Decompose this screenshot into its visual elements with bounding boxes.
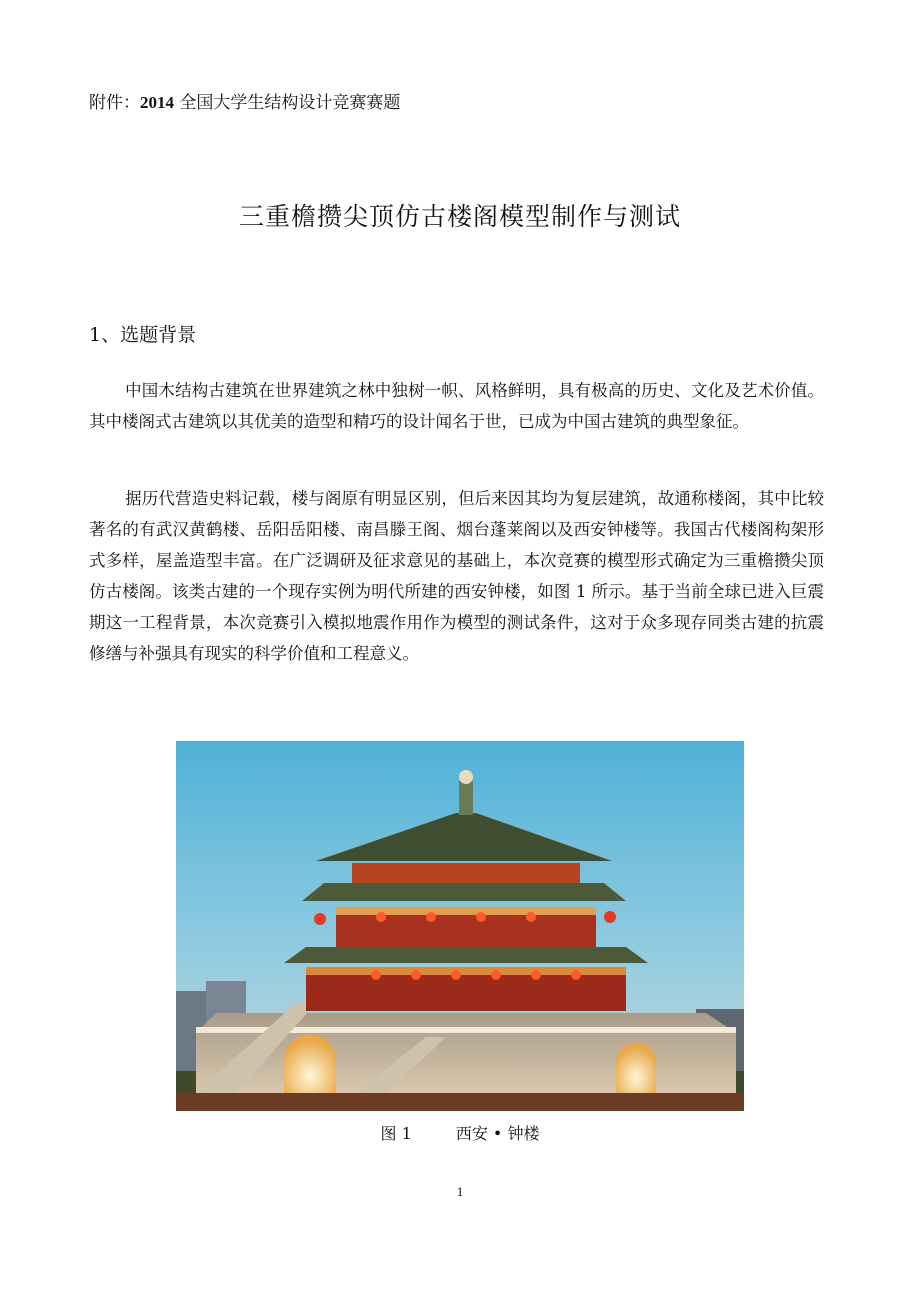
paragraph-2 bbox=[89, 483, 824, 669]
figure-caption-text: 西安 • 钟楼 bbox=[455, 1124, 540, 1143]
paragraph-1 bbox=[89, 375, 824, 437]
attachment-title: 全国大学生结构设计竞赛赛题 bbox=[174, 93, 401, 113]
attachment-year: 2014 bbox=[140, 93, 174, 112]
figure-label: 图 1 bbox=[380, 1124, 412, 1143]
document-title: 三重檐攒尖顶仿古楼阁模型制作与测试 bbox=[238, 202, 681, 231]
paragraph-1-text: 中国木结构古建筑在世界建筑之林中独树一帜、风格鲜明，具有极高的历史、文化及艺术价值。其中楼阁式古建筑以其优美的造型和精巧的设计闻名于世，已成为中国古建筑的典型象征。 bbox=[89, 381, 824, 431]
section-heading: 1、选题背景 bbox=[89, 324, 197, 346]
attachment-prefix: 附件： bbox=[89, 93, 140, 113]
bell-tower-photo bbox=[176, 741, 744, 1111]
figure-caption bbox=[0, 1121, 920, 1144]
paragraph-2-text: 据历代营造史料记载，楼与阁原有明显区别，但后来因其均为复层建筑，故通称楼阁，其中比较著名的有武汉黄鹤楼、岳阳岳阳楼、南昌滕王阁、烟台蓬莱阁以及西安钟楼等。我国古代楼阁构架形式多样，屋盖造型丰富。在广泛调研及征求意见的基础上，本次竞赛的模型形式确定为三重檐攒尖顶仿古楼阁。该类古建的一个现存实例为明代所建的西安钟楼，如图 1 所示。基于当前全球已进入巨震期这一工程背景，本次竞赛引入模拟地震作用作为模型的测试条件，这对于众多现存同类古建的抗震修缮与补强具有现实的科学价值和工程意义。 bbox=[89, 489, 824, 663]
attachment-header bbox=[89, 88, 400, 113]
page-number: 1 bbox=[456, 1184, 464, 1199]
